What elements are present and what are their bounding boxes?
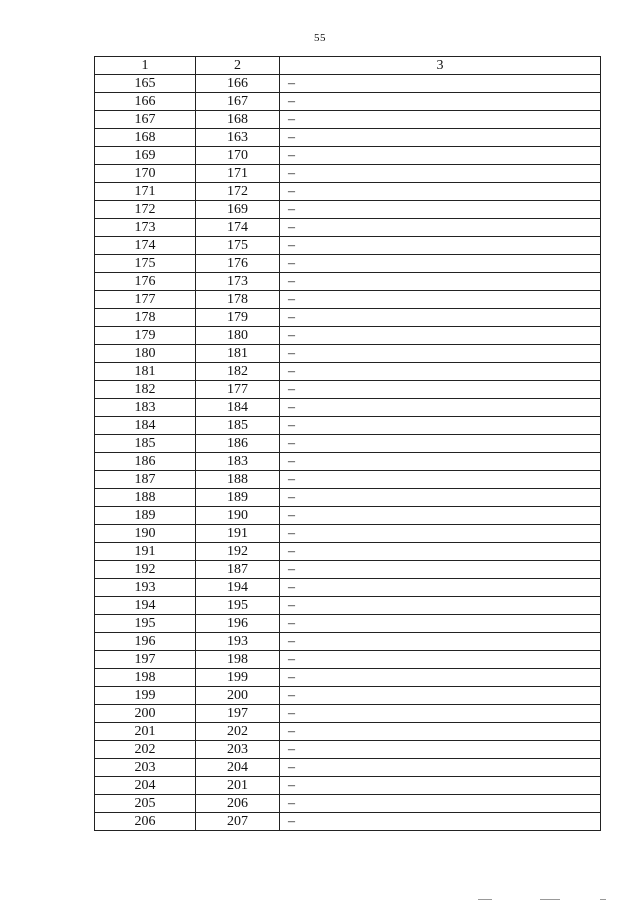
table-header: [95, 57, 601, 75]
cell-col-2: 203: [196, 741, 280, 759]
cell-col-3: [280, 273, 601, 291]
table-row: [95, 633, 601, 651]
dash-mark: –: [288, 670, 295, 685]
cell-col-2: 200: [196, 687, 280, 705]
cell-col-1: 165: [95, 75, 196, 93]
dash-mark: –: [288, 580, 295, 595]
cell-col-1: 201: [95, 723, 196, 741]
cell-col-3: [280, 543, 601, 561]
cell-col-2: 191: [196, 525, 280, 543]
table-row: [95, 309, 601, 327]
dash-mark: –: [288, 688, 295, 703]
scan-artifact: [478, 899, 492, 900]
dash-mark: –: [288, 418, 295, 433]
cell-col-2: 187: [196, 561, 280, 579]
cell-col-2: 173: [196, 273, 280, 291]
cell-col-3: [280, 219, 601, 237]
cell-col-1: 183: [95, 399, 196, 417]
cell-col-2: 181: [196, 345, 280, 363]
table-row: [95, 93, 601, 111]
table-row: [95, 201, 601, 219]
cell-col-2: 177: [196, 381, 280, 399]
table-row: [95, 453, 601, 471]
dash-mark: –: [288, 526, 295, 541]
cell-col-2: 175: [196, 237, 280, 255]
table-row: [95, 183, 601, 201]
table-row: [95, 759, 601, 777]
cell-col-2: 180: [196, 327, 280, 345]
table-row: [95, 129, 601, 147]
cell-col-1: 174: [95, 237, 196, 255]
cell-col-2: 176: [196, 255, 280, 273]
table-row: [95, 669, 601, 687]
cell-col-2: 194: [196, 579, 280, 597]
table-row: [95, 597, 601, 615]
cell-col-3: [280, 417, 601, 435]
cell-col-1: 185: [95, 435, 196, 453]
cell-col-1: 169: [95, 147, 196, 165]
dash-mark: –: [288, 490, 295, 505]
cell-col-1: 194: [95, 597, 196, 615]
cell-col-3: [280, 471, 601, 489]
table-row: [95, 75, 601, 93]
cell-col-3: [280, 813, 601, 831]
dash-mark: –: [288, 130, 295, 145]
table-row: [95, 435, 601, 453]
cell-col-1: 173: [95, 219, 196, 237]
cell-col-3: [280, 75, 601, 93]
table-row: [95, 651, 601, 669]
dash-mark: –: [288, 436, 295, 451]
cell-col-2: 174: [196, 219, 280, 237]
cell-col-3: [280, 147, 601, 165]
cell-col-2: 201: [196, 777, 280, 795]
cell-col-2: 178: [196, 291, 280, 309]
cell-col-3: [280, 651, 601, 669]
table-row: [95, 363, 601, 381]
dash-mark: –: [288, 220, 295, 235]
cell-col-1: 187: [95, 471, 196, 489]
cell-col-2: 185: [196, 417, 280, 435]
cell-col-2: 204: [196, 759, 280, 777]
cell-col-3: [280, 759, 601, 777]
cell-col-3: [280, 795, 601, 813]
cell-col-1: 195: [95, 615, 196, 633]
dash-mark: –: [288, 472, 295, 487]
dash-mark: –: [288, 148, 295, 163]
dash-mark: –: [288, 310, 295, 325]
dash-mark: –: [288, 616, 295, 631]
table-row: [95, 489, 601, 507]
cell-col-2: 172: [196, 183, 280, 201]
dash-mark: –: [288, 778, 295, 793]
cell-col-1: 196: [95, 633, 196, 651]
dash-mark: –: [288, 562, 295, 577]
cell-col-1: 203: [95, 759, 196, 777]
cell-col-3: [280, 183, 601, 201]
scan-artifact: [540, 899, 560, 900]
dash-mark: –: [288, 256, 295, 271]
table-row: [95, 219, 601, 237]
cell-col-2: 182: [196, 363, 280, 381]
table-row: [95, 237, 601, 255]
scan-artifact: [600, 899, 606, 900]
table-row: [95, 471, 601, 489]
cell-col-1: 180: [95, 345, 196, 363]
cell-col-3: [280, 741, 601, 759]
dash-mark: –: [288, 184, 295, 199]
cell-col-3: [280, 525, 601, 543]
table-row: [95, 291, 601, 309]
cell-col-1: 202: [95, 741, 196, 759]
dash-mark: –: [288, 364, 295, 379]
cell-col-1: 193: [95, 579, 196, 597]
dash-mark: –: [288, 328, 295, 343]
cell-col-1: 200: [95, 705, 196, 723]
cell-col-3: [280, 507, 601, 525]
cell-col-3: [280, 363, 601, 381]
cell-col-1: 166: [95, 93, 196, 111]
cell-col-3: [280, 255, 601, 273]
cell-col-2: 183: [196, 453, 280, 471]
cell-col-3: [280, 381, 601, 399]
cell-col-1: 181: [95, 363, 196, 381]
cell-col-1: 177: [95, 291, 196, 309]
dash-mark: –: [288, 94, 295, 109]
table-row: [95, 345, 601, 363]
cell-col-2: 188: [196, 471, 280, 489]
dash-mark: –: [288, 652, 295, 667]
cell-col-1: 179: [95, 327, 196, 345]
cell-col-1: 184: [95, 417, 196, 435]
table-row: [95, 741, 601, 759]
dash-mark: –: [288, 76, 295, 91]
cell-col-1: 170: [95, 165, 196, 183]
cell-col-2: 170: [196, 147, 280, 165]
table-row: [95, 579, 601, 597]
cell-col-3: [280, 723, 601, 741]
cell-col-3: [280, 309, 601, 327]
dash-mark: –: [288, 724, 295, 739]
cell-col-2: 202: [196, 723, 280, 741]
table-row: [95, 525, 601, 543]
dash-mark: –: [288, 202, 295, 217]
cell-col-3: [280, 399, 601, 417]
cell-col-1: 172: [95, 201, 196, 219]
cell-col-3: [280, 687, 601, 705]
dash-mark: –: [288, 544, 295, 559]
cell-col-2: 163: [196, 129, 280, 147]
table-row: [95, 111, 601, 129]
table-row: [95, 507, 601, 525]
header-row: [95, 57, 601, 75]
cell-col-1: 204: [95, 777, 196, 795]
table-row: [95, 615, 601, 633]
cell-col-2: 168: [196, 111, 280, 129]
cell-col-3: [280, 111, 601, 129]
dash-mark: –: [288, 742, 295, 757]
cell-col-2: 179: [196, 309, 280, 327]
cell-col-1: 186: [95, 453, 196, 471]
dash-mark: –: [288, 706, 295, 721]
dash-mark: –: [288, 112, 295, 127]
dash-mark: –: [288, 346, 295, 361]
cell-col-1: 167: [95, 111, 196, 129]
cell-col-1: 176: [95, 273, 196, 291]
cell-col-2: 207: [196, 813, 280, 831]
cell-col-1: 206: [95, 813, 196, 831]
dash-mark: –: [288, 238, 295, 253]
cell-col-2: 167: [196, 93, 280, 111]
cell-col-2: 166: [196, 75, 280, 93]
cell-col-2: 190: [196, 507, 280, 525]
cell-col-3: [280, 579, 601, 597]
cell-col-1: 189: [95, 507, 196, 525]
dash-mark: –: [288, 400, 295, 415]
table-row: [95, 381, 601, 399]
cell-col-1: 188: [95, 489, 196, 507]
cell-col-1: 205: [95, 795, 196, 813]
table-row: [95, 777, 601, 795]
cell-col-2: 195: [196, 597, 280, 615]
cell-col-1: 190: [95, 525, 196, 543]
cell-col-2: 197: [196, 705, 280, 723]
table-row: [95, 813, 601, 831]
cell-col-3: [280, 201, 601, 219]
dash-mark: –: [288, 508, 295, 523]
cell-col-2: 193: [196, 633, 280, 651]
cell-col-1: 199: [95, 687, 196, 705]
cell-col-1: 175: [95, 255, 196, 273]
cell-col-3: [280, 93, 601, 111]
table-row: [95, 165, 601, 183]
table-row: [95, 795, 601, 813]
cell-col-3: [280, 669, 601, 687]
cell-col-3: [280, 345, 601, 363]
table-body: [95, 75, 601, 831]
cell-col-3: [280, 327, 601, 345]
cell-col-2: 206: [196, 795, 280, 813]
cell-col-2: 192: [196, 543, 280, 561]
data-table: [94, 56, 601, 831]
cell-col-3: [280, 597, 601, 615]
table-row: [95, 543, 601, 561]
cell-col-2: 198: [196, 651, 280, 669]
column-header-1: 1: [95, 57, 196, 75]
table-row: [95, 687, 601, 705]
dash-mark: –: [288, 292, 295, 307]
cell-col-3: [280, 777, 601, 795]
column-header-3: 3: [280, 57, 601, 75]
cell-col-2: 196: [196, 615, 280, 633]
cell-col-3: [280, 237, 601, 255]
cell-col-1: 182: [95, 381, 196, 399]
cell-col-2: 171: [196, 165, 280, 183]
dash-mark: –: [288, 814, 295, 829]
cell-col-3: [280, 453, 601, 471]
cell-col-1: 197: [95, 651, 196, 669]
table-row: [95, 561, 601, 579]
dash-mark: –: [288, 454, 295, 469]
dash-mark: –: [288, 760, 295, 775]
column-header-2: 2: [196, 57, 280, 75]
dash-mark: –: [288, 634, 295, 649]
cell-col-3: [280, 615, 601, 633]
dash-mark: –: [288, 274, 295, 289]
cell-col-3: [280, 129, 601, 147]
table-row: [95, 147, 601, 165]
cell-col-3: [280, 561, 601, 579]
table-row: [95, 255, 601, 273]
cell-col-1: 168: [95, 129, 196, 147]
table-row: [95, 273, 601, 291]
cell-col-1: 191: [95, 543, 196, 561]
cell-col-1: 171: [95, 183, 196, 201]
cell-col-3: [280, 165, 601, 183]
cell-col-3: [280, 633, 601, 651]
cell-col-2: 169: [196, 201, 280, 219]
table-row: [95, 723, 601, 741]
cell-col-3: [280, 705, 601, 723]
cell-col-1: 198: [95, 669, 196, 687]
cell-col-1: 178: [95, 309, 196, 327]
cell-col-3: [280, 435, 601, 453]
dash-mark: –: [288, 166, 295, 181]
cell-col-3: [280, 291, 601, 309]
table-row: [95, 399, 601, 417]
cell-col-2: 186: [196, 435, 280, 453]
cell-col-2: 184: [196, 399, 280, 417]
dash-mark: –: [288, 598, 295, 613]
dash-mark: –: [288, 382, 295, 397]
cell-col-1: 192: [95, 561, 196, 579]
page-number: 55: [314, 32, 326, 44]
dash-mark: –: [288, 796, 295, 811]
table-row: [95, 705, 601, 723]
table-row: [95, 327, 601, 345]
cell-col-2: 199: [196, 669, 280, 687]
cell-col-3: [280, 489, 601, 507]
table-row: [95, 417, 601, 435]
cell-col-2: 189: [196, 489, 280, 507]
